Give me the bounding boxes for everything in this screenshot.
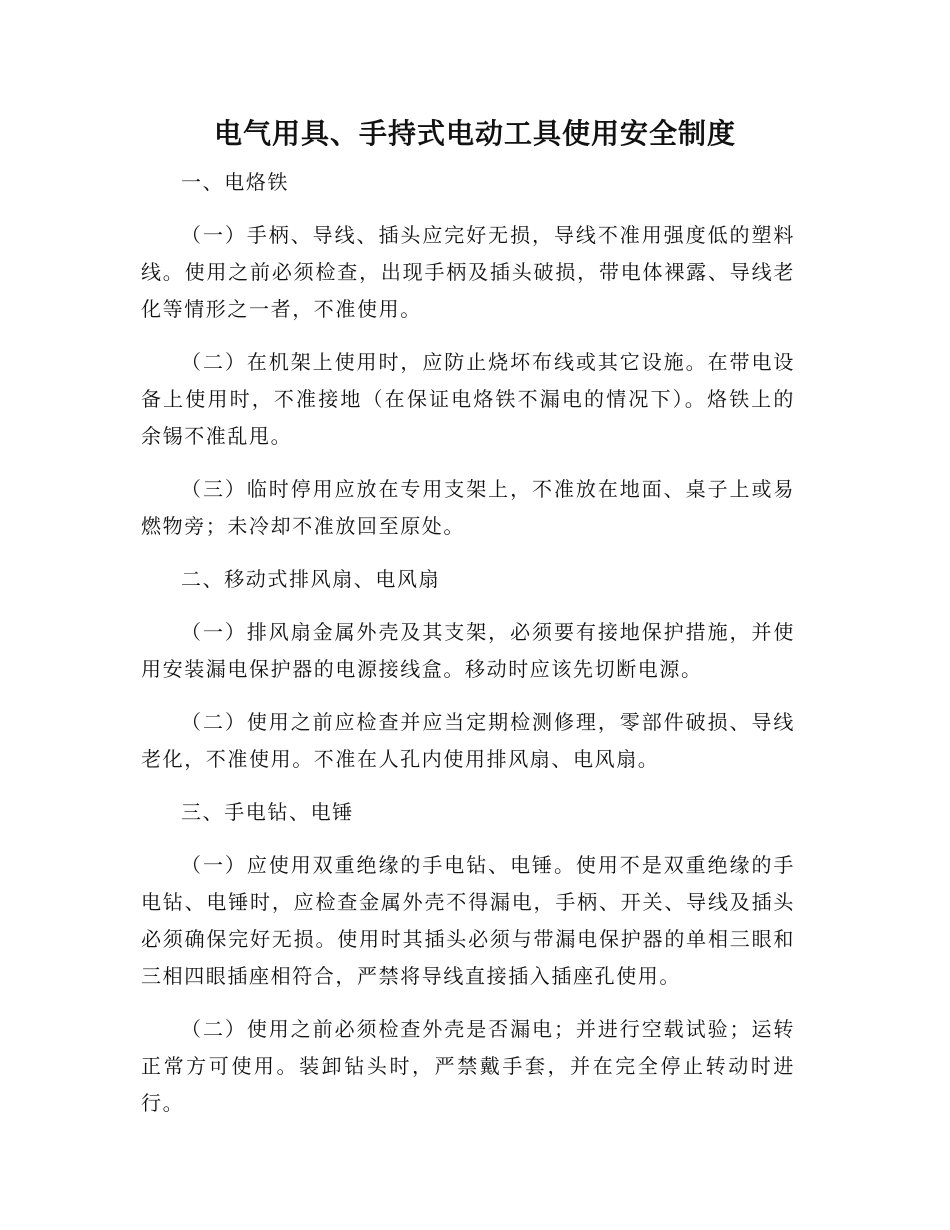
section-paragraph: （二）使用之前必须检查外壳是否漏电；并进行空载试验；运转正常方可使用。装卸钻头时，严禁戴手套，并在完全停止转动时进行。 <box>141 1017 795 1115</box>
section-heading: 三、手电钻、电锤 <box>181 800 354 824</box>
document-title: 电气用具、手持式电动工具使用安全制度 <box>213 117 736 150</box>
section-drills-hammers <box>141 794 795 1122</box>
section-paragraph: （一）应使用双重绝缘的手电钻、电锤。使用不是双重绝缘的手电钻、电锤时，应检查金属外壳不得漏电，手柄、开关、导线及插头必须确保完好无损。使用时其插头必须与带漏电保护器的单相三眼和三相四眼插座相符合，严禁将导线直接插入插座孔使用。 <box>141 853 795 988</box>
section-paragraph: （一）排风扇金属外壳及其支架，必须要有接地保护措施，并使用安装漏电保护器的电源接线盒。移动时应该先切断电源。 <box>141 620 795 681</box>
section-heading: 二、移动式排风扇、电风扇 <box>181 567 441 591</box>
section-paragraph: （一）手柄、导线、插头应完好无损，导线不准用强度低的塑料线。使用之前必须检查，出现手柄及插头破损，带电体裸露、导线老化等情形之一者，不准使用。 <box>141 223 795 321</box>
section-paragraph: （二）在机架上使用时，应防止烧坏布线或其它设施。在带电设备上使用时，不准接地（在保证电烙铁不漏电的情况下）。烙铁上的余锡不准乱甩。 <box>141 350 795 448</box>
section-paragraph: （二）使用之前应检查并应当定期检测修理，零部件破损、导线老化，不准使用。不准在人孔内使用排风扇、电风扇。 <box>141 710 795 771</box>
document-body <box>141 164 795 1138</box>
section-heading: 一、电烙铁 <box>181 170 289 194</box>
section-electric-soldering-iron <box>141 164 795 545</box>
section-fans <box>141 561 795 778</box>
section-paragraph: （三）临时停用应放在专用支架上，不准放在地面、桌子上或易燃物旁；未冷却不准放回至原处。 <box>141 477 795 538</box>
